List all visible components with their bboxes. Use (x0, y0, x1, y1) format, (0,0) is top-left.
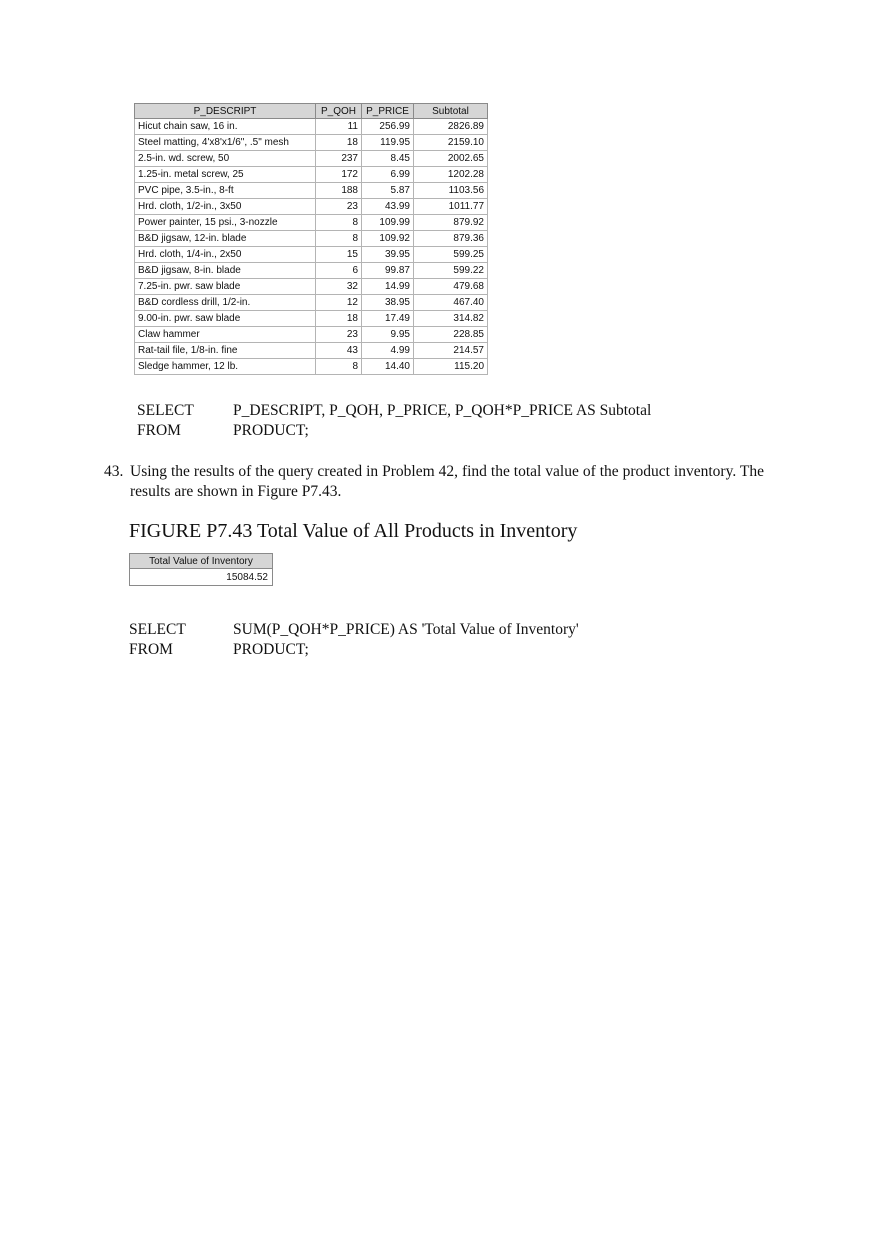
table-cell: 5.87 (362, 183, 414, 199)
table-cell: Steel matting, 4'x8'x1/6", .5" mesh (135, 135, 316, 151)
table-cell: Sledge hammer, 12 lb. (135, 359, 316, 375)
table-cell: 9.00-in. pwr. saw blade (135, 311, 316, 327)
table-cell: 109.99 (362, 215, 414, 231)
table-cell: 1103.56 (414, 183, 488, 199)
table-cell: 599.22 (414, 263, 488, 279)
table-cell: 119.95 (362, 135, 414, 151)
table-cell: B&D jigsaw, 8-in. blade (135, 263, 316, 279)
sql-select-expression: SUM(P_QOH*P_PRICE) AS 'Total Value of Inventory' (233, 621, 579, 638)
table-cell: 18 (316, 135, 362, 151)
table-cell: 12 (316, 295, 362, 311)
table-cell: 314.82 (414, 311, 488, 327)
sql-from-expression: PRODUCT; (233, 422, 309, 439)
column-header: P_PRICE (362, 104, 414, 119)
table-cell: 172 (316, 167, 362, 183)
table-cell: 7.25-in. pwr. saw blade (135, 279, 316, 295)
table-header-row (135, 104, 488, 119)
table-cell: 38.95 (362, 295, 414, 311)
table-cell: Power painter, 15 psi., 3-nozzle (135, 215, 316, 231)
table-row (135, 327, 488, 343)
table-row (135, 295, 488, 311)
table-cell: B&D cordless drill, 1/2-in. (135, 295, 316, 311)
table-row (135, 231, 488, 247)
column-header: Subtotal (414, 104, 488, 119)
table-cell: 2.5-in. wd. screw, 50 (135, 151, 316, 167)
problem-43 (104, 462, 764, 502)
table-row (135, 215, 488, 231)
table-cell: 599.25 (414, 247, 488, 263)
table-cell: 2159.10 (414, 135, 488, 151)
table-row (135, 343, 488, 359)
table-row (135, 183, 488, 199)
table-cell: Hicut chain saw, 16 in. (135, 119, 316, 135)
table-cell: 879.92 (414, 215, 488, 231)
table-cell: B&D jigsaw, 12-in. blade (135, 231, 316, 247)
column-header: P_DESCRIPT (135, 104, 316, 119)
table-row (135, 135, 488, 151)
table-cell: 14.40 (362, 359, 414, 375)
table-cell: 879.36 (414, 231, 488, 247)
table-cell: Rat-tail file, 1/8-in. fine (135, 343, 316, 359)
table-cell: 2826.89 (414, 119, 488, 135)
table-cell: 9.95 (362, 327, 414, 343)
table-cell: 214.57 (414, 343, 488, 359)
table-cell: 1.25-in. metal screw, 25 (135, 167, 316, 183)
table-cell: 479.68 (414, 279, 488, 295)
table-cell: 23 (316, 327, 362, 343)
table-cell: 17.49 (362, 311, 414, 327)
table-cell: 109.92 (362, 231, 414, 247)
table-row (135, 247, 488, 263)
sql-select-keyword: SELECT (129, 621, 186, 638)
table-cell: 43 (316, 343, 362, 359)
table-cell: Claw hammer (135, 327, 316, 343)
table-row (135, 199, 488, 215)
query-43-sql (129, 620, 579, 660)
query-42-sql (137, 401, 651, 441)
table-cell: 18 (316, 311, 362, 327)
table-row (135, 311, 488, 327)
table-cell: 467.40 (414, 295, 488, 311)
table-row (135, 279, 488, 295)
table-cell: 228.85 (414, 327, 488, 343)
sql-select-keyword: SELECT (137, 402, 194, 419)
table-row (135, 167, 488, 183)
table-cell: 8 (316, 215, 362, 231)
table-cell: 256.99 (362, 119, 414, 135)
table-cell: 6.99 (362, 167, 414, 183)
total-value-cell: 15084.52 (130, 569, 273, 586)
sql-from-expression: PRODUCT; (233, 641, 309, 658)
table-cell: 2002.65 (414, 151, 488, 167)
table-body (135, 119, 488, 375)
sql-from-keyword: FROM (137, 422, 181, 439)
sql-from-keyword: FROM (129, 641, 173, 658)
table-row (135, 263, 488, 279)
table-cell: 237 (316, 151, 362, 167)
column-header: P_QOH (316, 104, 362, 119)
table-cell: 15 (316, 247, 362, 263)
table-cell: 8 (316, 359, 362, 375)
table-cell: 4.99 (362, 343, 414, 359)
table-cell: 23 (316, 199, 362, 215)
table-cell: 11 (316, 119, 362, 135)
table-cell: Hrd. cloth, 1/4-in., 2x50 (135, 247, 316, 263)
table-cell: 43.99 (362, 199, 414, 215)
column-header: Total Value of Inventory (130, 554, 273, 569)
table-cell: 32 (316, 279, 362, 295)
table-cell: 8 (316, 231, 362, 247)
table-cell: 1011.77 (414, 199, 488, 215)
problem-number: 43. (104, 463, 124, 480)
table-row (135, 119, 488, 135)
table-row (135, 359, 488, 375)
figure-title: FIGURE P7.43 Total Value of All Products in Inventory (129, 520, 578, 542)
product-subtotal-table (134, 103, 488, 375)
table-cell: 14.99 (362, 279, 414, 295)
table-cell: 6 (316, 263, 362, 279)
table-cell: 188 (316, 183, 362, 199)
total-inventory-table (129, 553, 273, 586)
problem-text: Using the results of the query created in Problem 42, find the total value of the product inventory. The results are shown in Figure P7.43. (130, 463, 764, 500)
table-cell: 39.95 (362, 247, 414, 263)
sql-select-expression: P_DESCRIPT, P_QOH, P_PRICE, P_QOH*P_PRICE AS Subtotal (233, 402, 652, 419)
table-row (135, 151, 488, 167)
table-cell: Hrd. cloth, 1/2-in., 3x50 (135, 199, 316, 215)
table-cell: 1202.28 (414, 167, 488, 183)
table-cell: 99.87 (362, 263, 414, 279)
table-cell: PVC pipe, 3.5-in., 8-ft (135, 183, 316, 199)
table-cell: 115.20 (414, 359, 488, 375)
table-cell: 8.45 (362, 151, 414, 167)
